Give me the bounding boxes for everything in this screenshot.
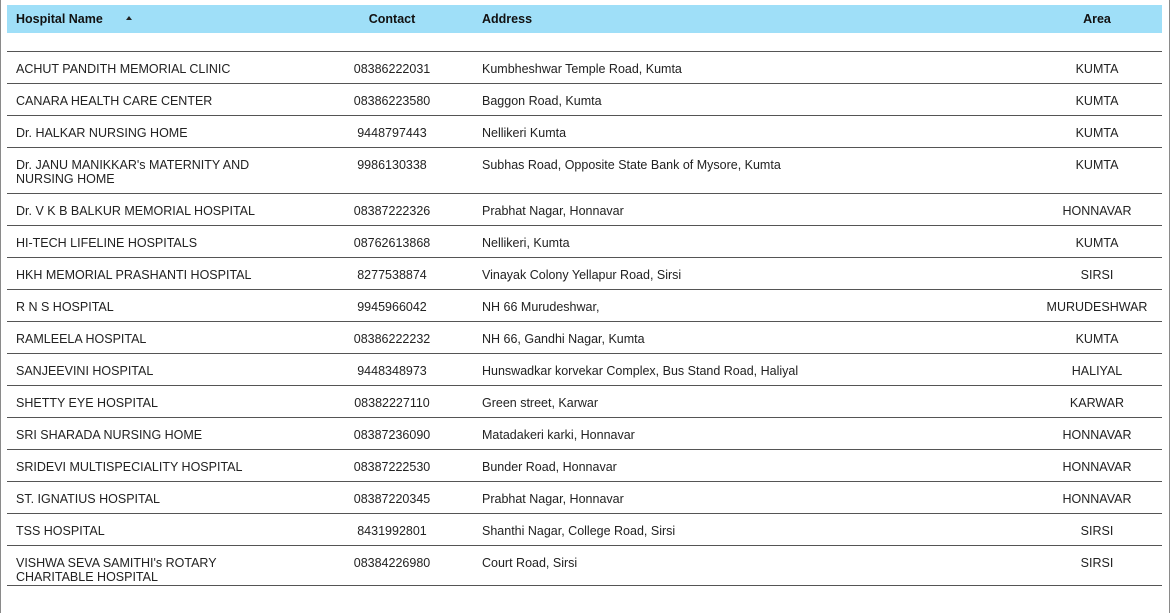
table-row[interactable] (7, 116, 1162, 148)
address-cell: Nellikeri, Kumta (482, 236, 570, 250)
hospital-name-cell: ST. IGNATIUS HOSPITAL (16, 492, 161, 506)
address-cell: Baggon Road, Kumta (482, 94, 602, 108)
area-cell: HONNAVAR (1062, 428, 1132, 442)
column-header-contact[interactable] (327, 5, 457, 33)
table-header (7, 5, 1162, 33)
table-row[interactable] (7, 482, 1162, 514)
area-cell: HONNAVAR (1062, 492, 1132, 506)
hospital-name-cell: RAMLEELA HOSPITAL (16, 332, 147, 346)
hospital-name-cell: SRI SHARADA NURSING HOME (16, 428, 203, 442)
table-row[interactable] (7, 386, 1162, 418)
hospital-name-cell: SRIDEVI MULTISPECIALITY HOSPITAL (16, 460, 243, 474)
contact-cell: 9945966042 (357, 300, 427, 314)
address-cell: Hunswadkar korvekar Complex, Bus Stand Road, Haliyal (482, 364, 799, 378)
address-cell: Prabhat Nagar, Honnavar (482, 492, 624, 506)
hospital-name-cell: TSS HOSPITAL (16, 524, 105, 538)
contact-cell: 08387222326 (353, 204, 431, 218)
contact-cell: 9448348973 (357, 364, 427, 378)
hospital-name-cell: HI-TECH LIFELINE HOSPITALS (16, 236, 198, 250)
hospital-name-cell: ACHUT PANDITH MEMORIAL CLINIC (16, 62, 231, 76)
table-row[interactable] (7, 450, 1162, 482)
contact-cell: 08387220345 (353, 492, 431, 506)
header-spacer (7, 33, 1162, 51)
address-cell: Green street, Karwar (482, 396, 599, 410)
address-cell: Bunder Road, Honnavar (482, 460, 617, 474)
area-cell: KUMTA (1075, 236, 1119, 250)
address-cell: Matadakeri karki, Honnavar (482, 428, 635, 442)
table-row[interactable] (7, 322, 1162, 354)
hospital-name-cell: SHETTY EYE HOSPITAL (16, 396, 158, 410)
contact-cell: 8277538874 (357, 268, 427, 282)
contact-cell: 08384226980 (353, 556, 431, 570)
address-cell: Court Road, Sirsi (482, 556, 578, 570)
area-cell: KUMTA (1075, 158, 1119, 172)
table-row[interactable] (7, 226, 1162, 258)
hospital-name-cell: CANARA HEALTH CARE CENTER (16, 94, 213, 108)
hospital-name-cell: SANJEEVINI HOSPITAL (16, 364, 154, 378)
column-header-area[interactable] (1027, 5, 1167, 33)
hospital-name-cell: Dr. V K B BALKUR MEMORIAL HOSPITAL (16, 204, 255, 218)
table-row[interactable] (7, 418, 1162, 450)
address-cell: Subhas Road, Opposite State Bank of Mysore, Kumta (482, 158, 781, 172)
area-cell: HONNAVAR (1062, 204, 1132, 218)
address-cell: Prabhat Nagar, Honnavar (482, 204, 624, 218)
table-row[interactable] (7, 194, 1162, 226)
column-header-label: Hospital Name (16, 12, 103, 26)
address-cell: Kumbheshwar Temple Road, Kumta (482, 62, 682, 76)
address-cell: Nellikeri Kumta (482, 126, 567, 140)
contact-cell: 9986130338 (357, 158, 427, 172)
address-cell: NH 66, Gandhi Nagar, Kumta (482, 332, 645, 346)
sort-ascending-icon[interactable] (126, 16, 132, 20)
contact-cell: 9448797443 (357, 126, 427, 140)
contact-cell: 08386222232 (353, 332, 431, 346)
area-cell: SIRSI (1080, 524, 1114, 538)
address-cell: NH 66 Murudeshwar, (482, 300, 600, 314)
area-cell: KUMTA (1075, 94, 1119, 108)
address-cell: Shanthi Nagar, College Road, Sirsi (482, 524, 676, 538)
area-cell: HONNAVAR (1062, 460, 1132, 474)
contact-cell: 08387236090 (353, 428, 431, 442)
column-header-label: Area (1083, 12, 1111, 26)
contact-cell: 08762613868 (353, 236, 431, 250)
column-header-address[interactable] (482, 5, 682, 33)
table-row[interactable] (7, 84, 1162, 116)
area-cell: SIRSI (1080, 556, 1114, 570)
table-row[interactable] (7, 258, 1162, 290)
hospital-name-cell: VISHWA SEVA SAMITHI's ROTARY CHARITABLE HOSPITAL (16, 556, 217, 584)
contact-cell: 08386223580 (353, 94, 431, 108)
address-cell: Vinayak Colony Yellapur Road, Sirsi (482, 268, 682, 282)
area-cell: KUMTA (1075, 126, 1119, 140)
area-cell: MURUDESHWAR (1046, 300, 1148, 314)
hospital-name-cell: Dr. HALKAR NURSING HOME (16, 126, 188, 140)
table-row[interactable] (7, 290, 1162, 322)
contact-cell: 8431992801 (357, 524, 427, 538)
area-cell: KARWAR (1069, 396, 1125, 410)
area-cell: SIRSI (1080, 268, 1114, 282)
hospital-name-cell: Dr. JANU MANIKKAR's MATERNITY AND NURSING HOME (16, 158, 250, 186)
table-row[interactable] (7, 546, 1162, 586)
column-header-label: Address (482, 12, 533, 26)
hospital-name-cell: R N S HOSPITAL (16, 300, 114, 314)
contact-cell: 08386222031 (353, 62, 431, 76)
table-row[interactable] (7, 354, 1162, 386)
column-header-hospital-name[interactable] (16, 5, 156, 33)
table-body (7, 51, 1162, 586)
table-row[interactable] (7, 52, 1162, 84)
table-row[interactable] (7, 148, 1162, 194)
table-row[interactable] (7, 514, 1162, 546)
area-cell: KUMTA (1075, 62, 1119, 76)
contact-cell: 08387222530 (353, 460, 431, 474)
column-header-label: Contact (368, 12, 416, 26)
area-cell: HALIYAL (1071, 364, 1123, 378)
contact-cell: 08382227110 (354, 396, 430, 410)
area-cell: KUMTA (1075, 332, 1119, 346)
hospital-name-cell: HKH MEMORIAL PRASHANTI HOSPITAL (16, 268, 252, 282)
